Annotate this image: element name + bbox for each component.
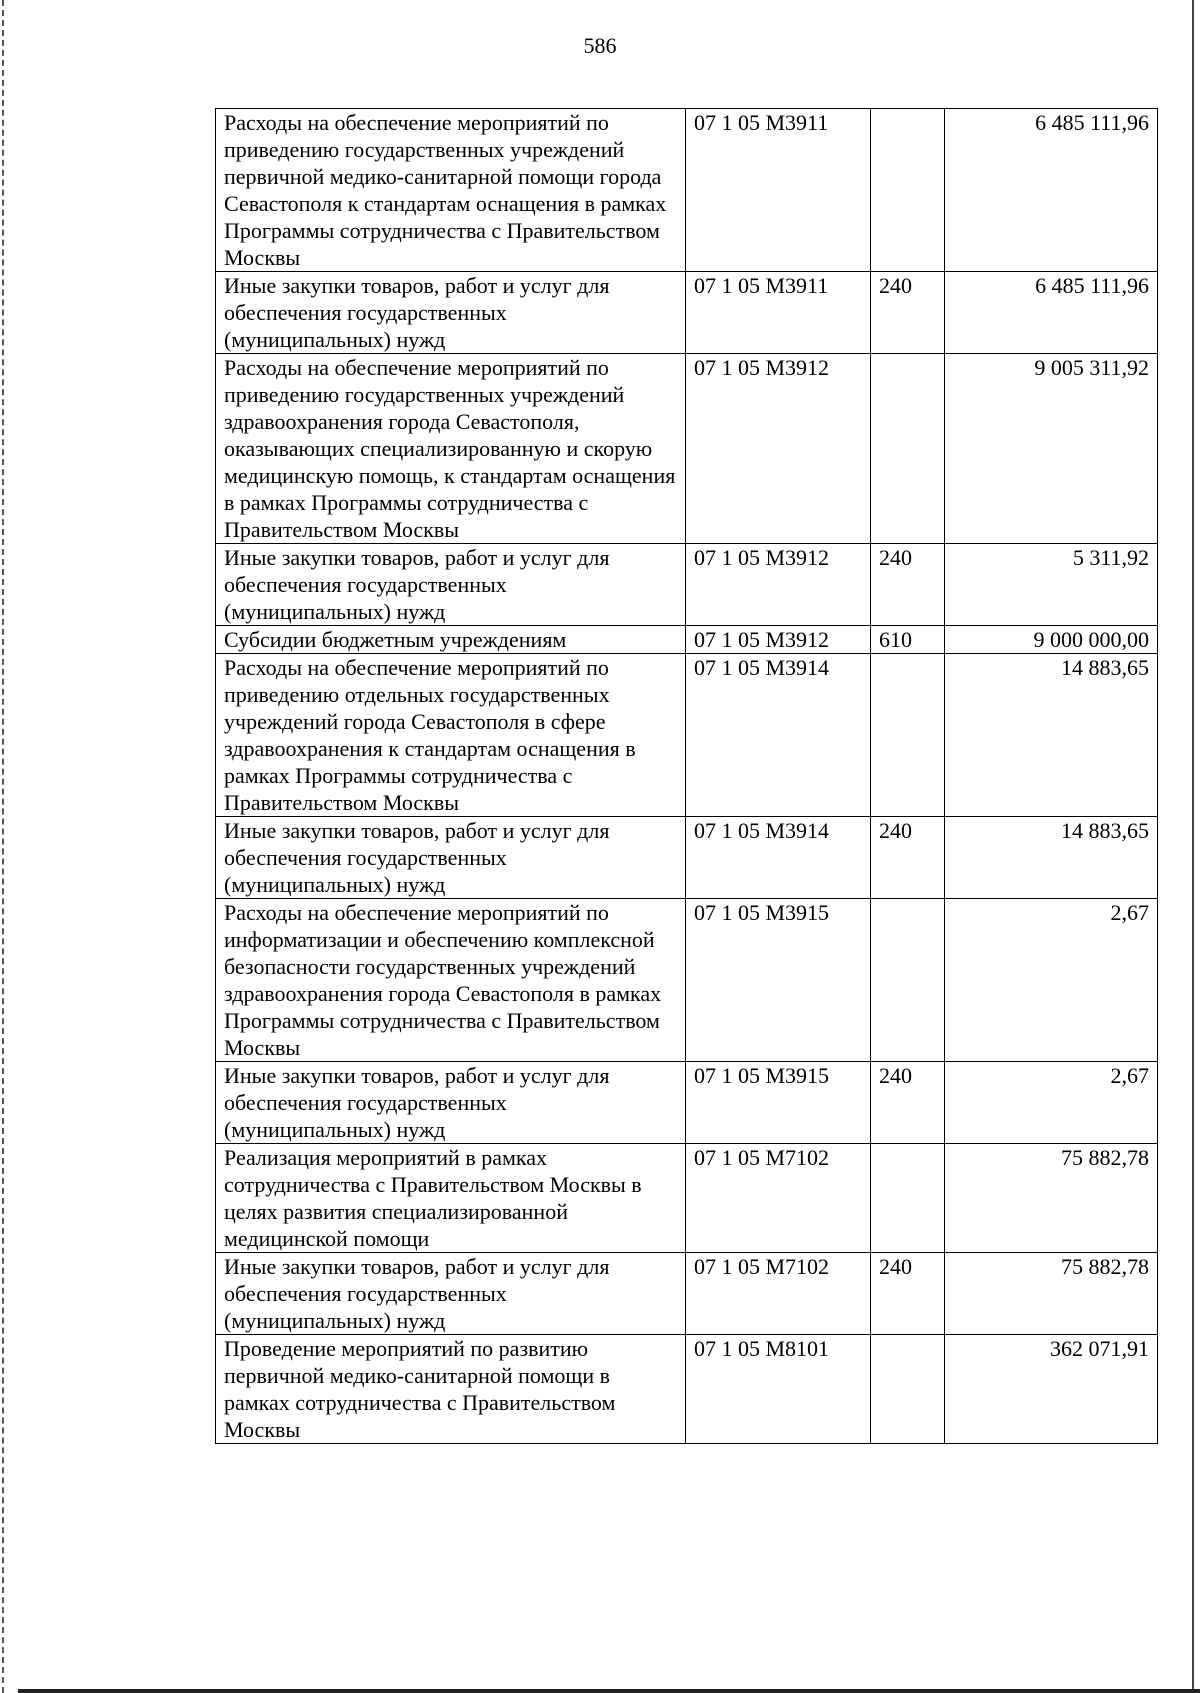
row-amount-cell: 75 882,78	[945, 1253, 1158, 1335]
row-code-cell: 07 1 05 M8101	[686, 1335, 871, 1444]
row-code-cell: 07 1 05 M3911	[686, 109, 871, 272]
table-row	[216, 654, 1158, 817]
budget-table	[215, 108, 1158, 1444]
page-number: 586	[583, 33, 617, 58]
row-amount-cell: 9 000 000,00	[945, 626, 1158, 654]
row-amount-cell: 362 071,91	[945, 1335, 1158, 1444]
row-type-cell	[871, 1335, 945, 1444]
row-type-cell: 240	[871, 272, 945, 354]
table-row	[216, 1144, 1158, 1253]
row-type-cell: 240	[871, 817, 945, 899]
row-code-cell: 07 1 05 M3914	[686, 654, 871, 817]
row-amount-cell: 14 883,65	[945, 654, 1158, 817]
scan-border-right	[1192, 0, 1194, 1693]
row-name-cell: Расходы на обеспечение мероприятий по приведению отдельных государственных учреждений города Севастополя в сфере здравоохранения к стандартам оснащения в рамках Программы сотрудничества с Правительством Москвы	[216, 654, 686, 817]
row-code-cell: 07 1 05 M7102	[686, 1253, 871, 1335]
row-code-cell: 07 1 05 M3912	[686, 354, 871, 544]
row-type-cell	[871, 109, 945, 272]
row-name-cell: Иные закупки товаров, работ и услуг для обеспечения государственных (муниципальных) нужд	[216, 272, 686, 354]
row-type-cell	[871, 354, 945, 544]
row-code-cell: 07 1 05 M3912	[686, 626, 871, 654]
row-type-cell: 610	[871, 626, 945, 654]
row-name-cell: Иные закупки товаров, работ и услуг для обеспечения государственных (муниципальных) нужд	[216, 544, 686, 626]
row-amount-cell: 9 005 311,92	[945, 354, 1158, 544]
row-name-cell: Расходы на обеспечение мероприятий по приведению государственных учреждений первичной медико-санитарной помощи города Севастополя к стандартам оснащения в рамках Программы сотрудничества с Правительством Москвы	[216, 109, 686, 272]
row-amount-cell: 2,67	[945, 899, 1158, 1062]
table-row	[216, 272, 1158, 354]
row-name-cell: Иные закупки товаров, работ и услуг для обеспечения государственных (муниципальных) нужд	[216, 817, 686, 899]
row-name-cell: Иные закупки товаров, работ и услуг для обеспечения государственных (муниципальных) нужд	[216, 1062, 686, 1144]
row-type-cell	[871, 899, 945, 1062]
table-row	[216, 817, 1158, 899]
row-amount-cell: 14 883,65	[945, 817, 1158, 899]
row-code-cell: 07 1 05 M3914	[686, 817, 871, 899]
row-name-cell: Расходы на обеспечение мероприятий по информатизации и обеспечению комплексной безопасности государственных учреждений здравоохранения города Севастополя в рамках Программы сотрудничества с Правительством Москвы	[216, 899, 686, 1062]
scan-border-bottom	[18, 1689, 1200, 1693]
table-row	[216, 1062, 1158, 1144]
row-code-cell: 07 1 05 M7102	[686, 1144, 871, 1253]
row-type-cell: 240	[871, 1062, 945, 1144]
row-amount-cell: 75 882,78	[945, 1144, 1158, 1253]
table-row	[216, 1253, 1158, 1335]
table-row	[216, 899, 1158, 1062]
table-row	[216, 1335, 1158, 1444]
row-type-cell	[871, 654, 945, 817]
row-code-cell: 07 1 05 M3911	[686, 272, 871, 354]
table-row	[216, 626, 1158, 654]
row-name-cell: Иные закупки товаров, работ и услуг для обеспечения государственных (муниципальных) нужд	[216, 1253, 686, 1335]
row-name-cell: Субсидии бюджетным учреждениям	[216, 626, 686, 654]
table-row	[216, 354, 1158, 544]
row-amount-cell: 5 311,92	[945, 544, 1158, 626]
row-name-cell: Реализация мероприятий в рамках сотрудничества с Правительством Москвы в целях развития специализированной медицинской помощи	[216, 1144, 686, 1253]
row-type-cell: 240	[871, 1253, 945, 1335]
row-amount-cell: 2,67	[945, 1062, 1158, 1144]
row-type-cell	[871, 1144, 945, 1253]
row-code-cell: 07 1 05 M3915	[686, 1062, 871, 1144]
row-amount-cell: 6 485 111,96	[945, 272, 1158, 354]
row-code-cell: 07 1 05 M3912	[686, 544, 871, 626]
row-name-cell: Расходы на обеспечение мероприятий по приведению государственных учреждений здравоохранения города Севастополя, оказывающих специализированную и скорую медицинскую помощь, к стандартам оснащения в рамках Программы сотрудничества с Правительством Москвы	[216, 354, 686, 544]
scan-border-left	[2, 0, 4, 1693]
row-code-cell: 07 1 05 M3915	[686, 899, 871, 1062]
table-row	[216, 109, 1158, 272]
row-name-cell: Проведение мероприятий по развитию первичной медико-санитарной помощи в рамках сотрудничества с Правительством Москвы	[216, 1335, 686, 1444]
table-row	[216, 544, 1158, 626]
row-type-cell: 240	[871, 544, 945, 626]
row-amount-cell: 6 485 111,96	[945, 109, 1158, 272]
